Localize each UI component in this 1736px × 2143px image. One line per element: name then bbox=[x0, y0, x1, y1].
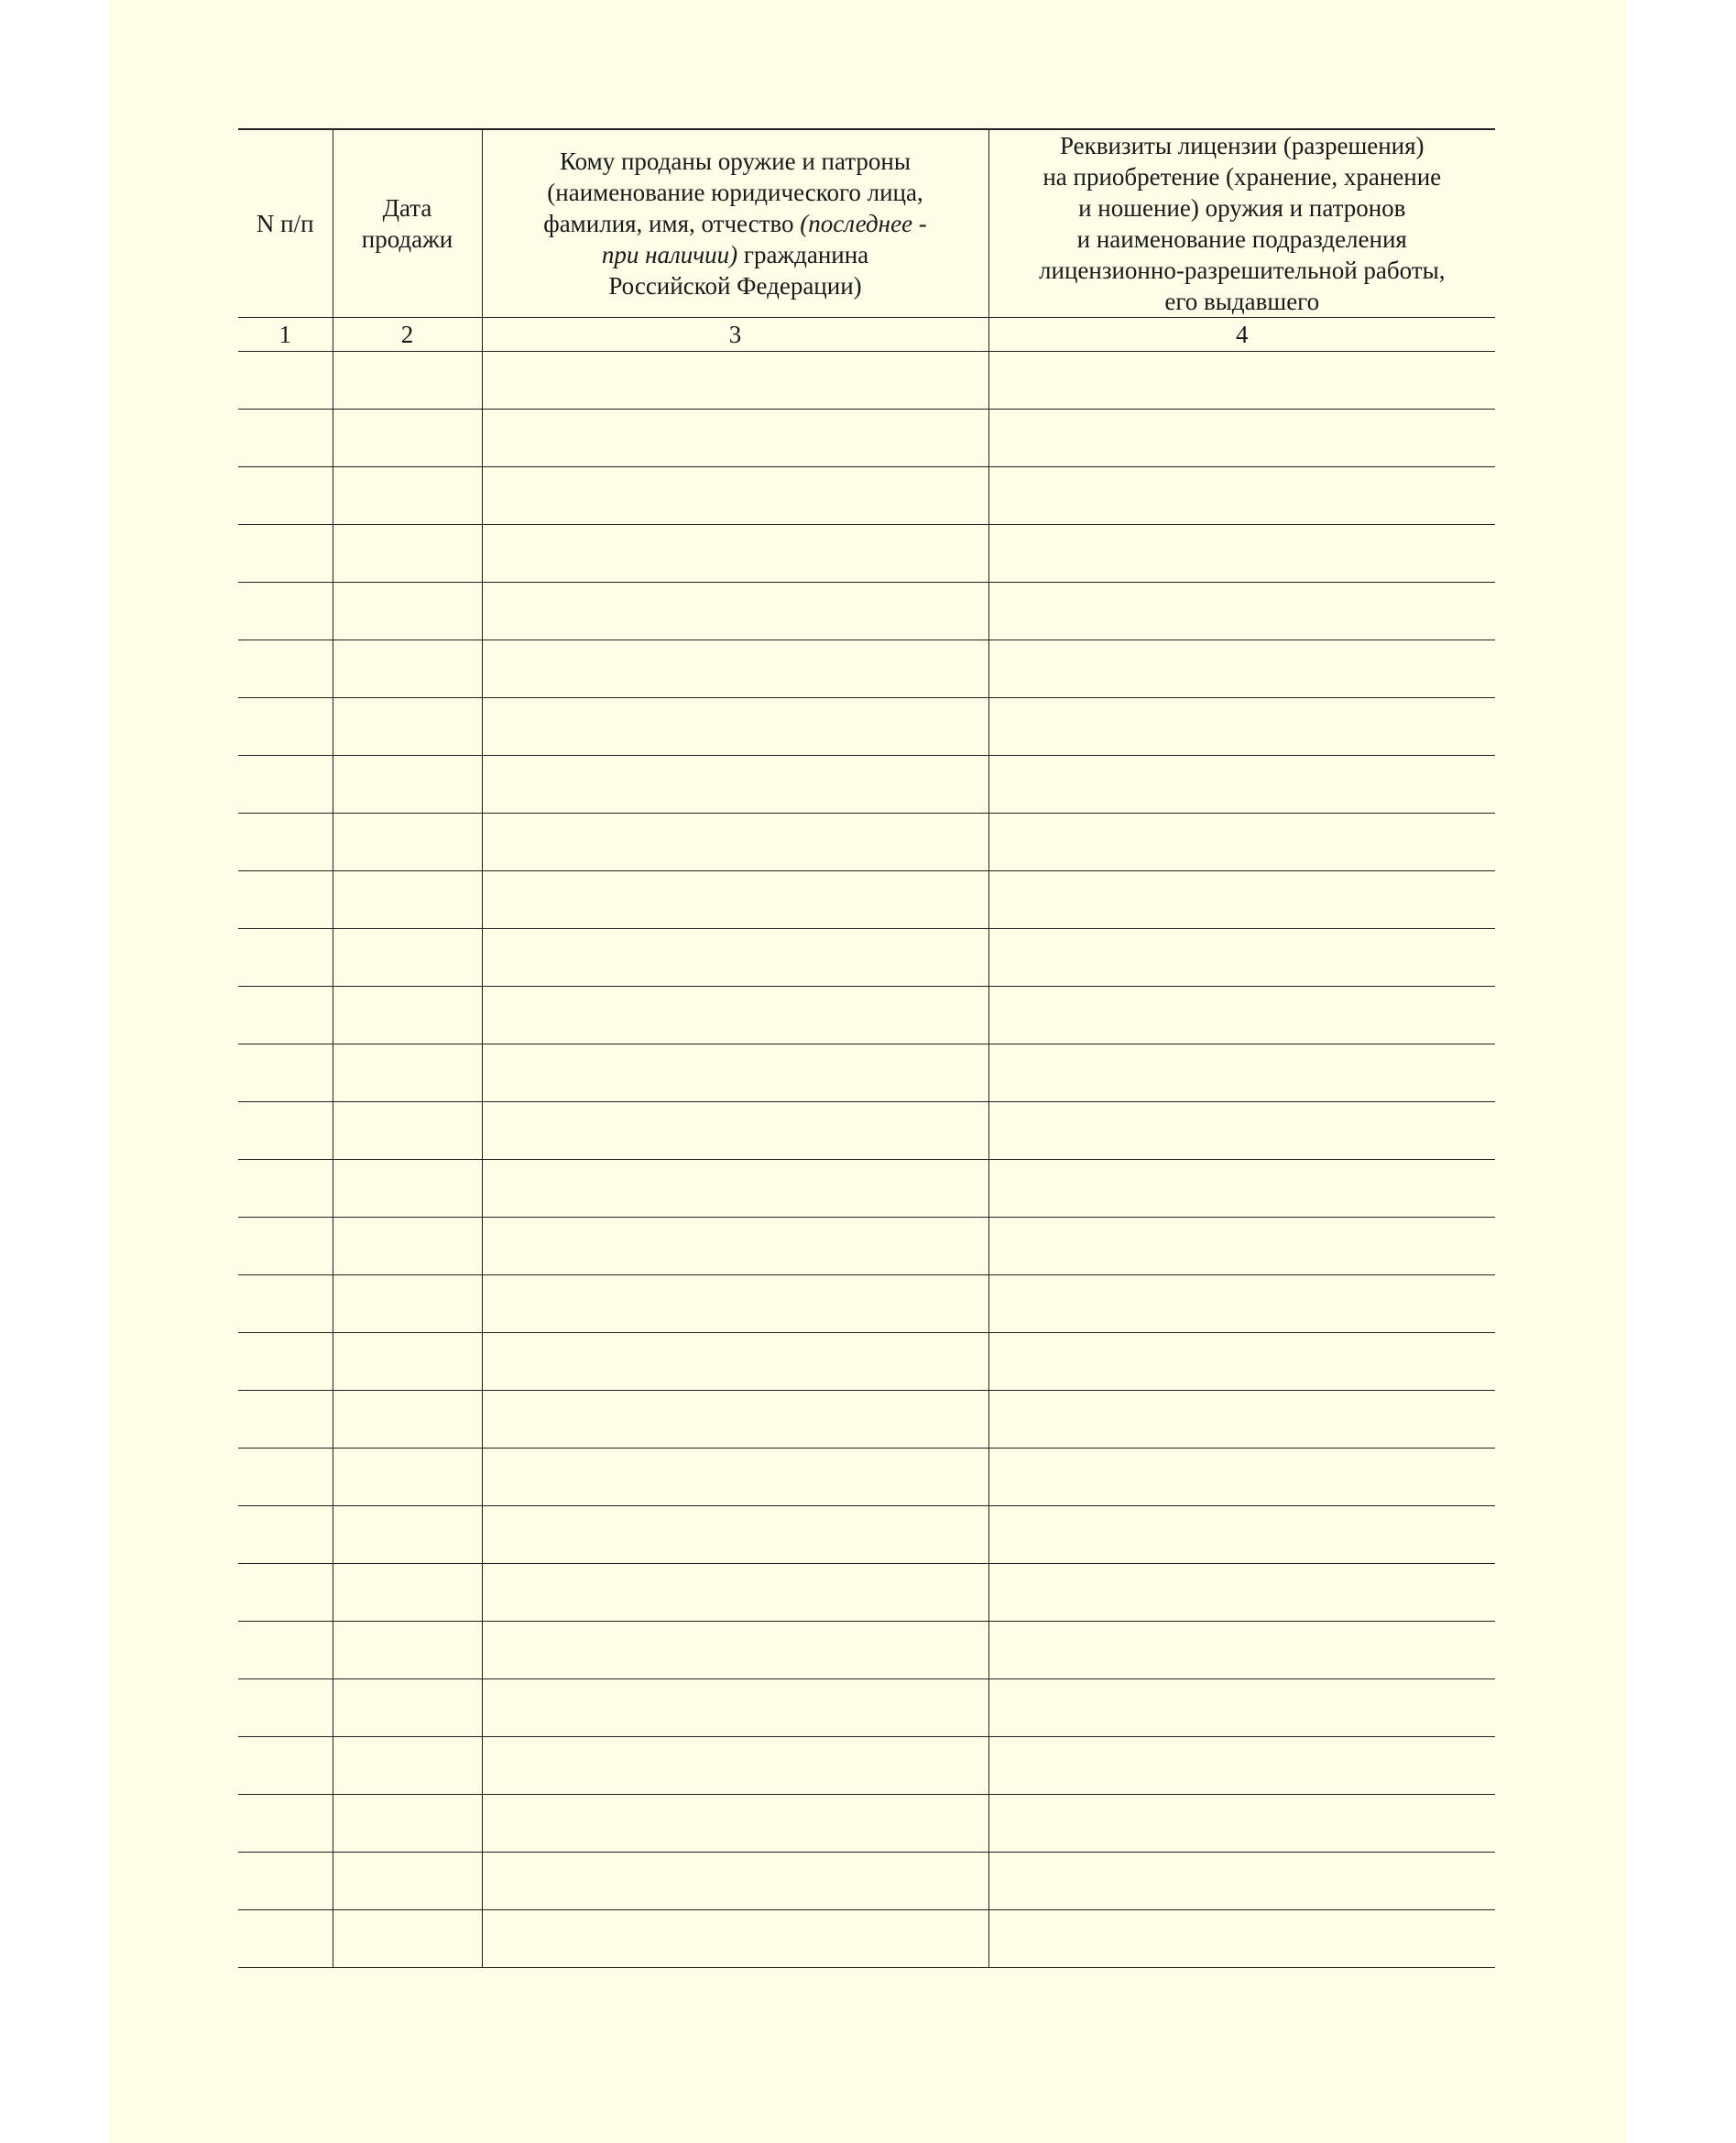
table-cell bbox=[238, 583, 333, 640]
table-row bbox=[238, 814, 1495, 871]
column-number-2: 2 bbox=[333, 318, 482, 352]
table-cell bbox=[238, 410, 333, 467]
table-cell bbox=[333, 1391, 482, 1449]
table-cell bbox=[988, 352, 1495, 410]
table-cell bbox=[238, 1853, 333, 1910]
table-cell bbox=[333, 1506, 482, 1564]
table-row bbox=[238, 871, 1495, 929]
table-cell bbox=[988, 583, 1495, 640]
table-cell bbox=[988, 987, 1495, 1044]
table-cell bbox=[238, 1218, 333, 1275]
table-cell bbox=[988, 1333, 1495, 1391]
table-cell bbox=[238, 1679, 333, 1737]
table-cell bbox=[988, 698, 1495, 756]
column-number-4: 4 bbox=[988, 318, 1495, 352]
table-header-row bbox=[238, 129, 1495, 318]
table-cell bbox=[333, 1102, 482, 1160]
table-cell bbox=[333, 467, 482, 525]
document-page bbox=[110, 0, 1626, 2143]
table-row bbox=[238, 1102, 1495, 1160]
table-cell bbox=[482, 698, 988, 756]
table-cell bbox=[988, 814, 1495, 871]
table-row bbox=[238, 929, 1495, 987]
header-number bbox=[238, 129, 333, 318]
table-cell bbox=[988, 1506, 1495, 1564]
header-buyer-line3 bbox=[488, 208, 983, 239]
table-cell bbox=[238, 1160, 333, 1218]
table-cell bbox=[988, 1564, 1495, 1622]
table-cell bbox=[988, 525, 1495, 583]
table-row bbox=[238, 1218, 1495, 1275]
header-buyer-line2: (наименование юридического лица, bbox=[547, 179, 923, 206]
table-cell bbox=[482, 1449, 988, 1506]
table-cell bbox=[238, 525, 333, 583]
table-cell bbox=[238, 640, 333, 698]
table-cell bbox=[238, 1102, 333, 1160]
table-row bbox=[238, 1044, 1495, 1102]
table-row bbox=[238, 1391, 1495, 1449]
header-license-line4: и наименование подразделения bbox=[1076, 225, 1407, 253]
table-cell bbox=[333, 1333, 482, 1391]
table-cell bbox=[482, 987, 988, 1044]
table-cell bbox=[333, 1275, 482, 1333]
table-row bbox=[238, 1275, 1495, 1333]
table-cell bbox=[333, 698, 482, 756]
table-row bbox=[238, 1506, 1495, 1564]
table-cell bbox=[482, 1737, 988, 1795]
table-cell bbox=[482, 352, 988, 410]
table-cell bbox=[333, 814, 482, 871]
table-row bbox=[238, 756, 1495, 814]
table-cell bbox=[988, 640, 1495, 698]
table-cell bbox=[238, 871, 333, 929]
table-row bbox=[238, 352, 1495, 410]
table-cell bbox=[482, 1391, 988, 1449]
table-cell bbox=[482, 467, 988, 525]
header-license-line6: его выдавшего bbox=[1164, 288, 1320, 315]
table-cell bbox=[482, 756, 988, 814]
column-number-row bbox=[238, 318, 1495, 352]
sales-register-table bbox=[238, 128, 1495, 1968]
table-row bbox=[238, 1564, 1495, 1622]
table-cell bbox=[482, 1622, 988, 1679]
header-buyer bbox=[482, 129, 988, 318]
table-cell bbox=[482, 583, 988, 640]
table-cell bbox=[333, 871, 482, 929]
table-cell bbox=[333, 583, 482, 640]
table-cell bbox=[333, 1218, 482, 1275]
table-cell bbox=[238, 814, 333, 871]
header-buyer-line5: Российской Федерации) bbox=[608, 272, 862, 300]
column-number-3: 3 bbox=[482, 318, 988, 352]
table-cell bbox=[988, 1853, 1495, 1910]
header-buyer-line4-normal: гражданина bbox=[743, 241, 869, 268]
table-cell bbox=[482, 525, 988, 583]
table-cell bbox=[988, 410, 1495, 467]
table-cell bbox=[238, 1333, 333, 1391]
header-buyer-line1: Кому проданы оружие и патроны bbox=[560, 148, 911, 175]
table-cell bbox=[988, 467, 1495, 525]
table-row bbox=[238, 410, 1495, 467]
table-cell bbox=[238, 1622, 333, 1679]
table-row bbox=[238, 1910, 1495, 1968]
table-cell bbox=[333, 525, 482, 583]
table-cell bbox=[988, 756, 1495, 814]
table-cell bbox=[333, 987, 482, 1044]
table-cell bbox=[238, 352, 333, 410]
table-cell bbox=[333, 1622, 482, 1679]
table-cell bbox=[333, 1449, 482, 1506]
table-cell bbox=[482, 1853, 988, 1910]
table-cell bbox=[482, 814, 988, 871]
table-cell bbox=[238, 1391, 333, 1449]
table-row bbox=[238, 583, 1495, 640]
table-cell bbox=[988, 1679, 1495, 1737]
table-row bbox=[238, 1737, 1495, 1795]
table-cell bbox=[333, 1910, 482, 1968]
table-row bbox=[238, 467, 1495, 525]
table-cell bbox=[988, 1795, 1495, 1853]
table-row bbox=[238, 640, 1495, 698]
table-cell bbox=[333, 640, 482, 698]
table-cell bbox=[482, 1218, 988, 1275]
header-license-line2: на приобретение (хранение, хранение bbox=[1043, 163, 1442, 191]
table-cell bbox=[333, 756, 482, 814]
table-cell bbox=[238, 1449, 333, 1506]
table-cell bbox=[482, 1795, 988, 1853]
table-cell bbox=[482, 640, 988, 698]
table-row bbox=[238, 1622, 1495, 1679]
table-cell bbox=[238, 987, 333, 1044]
table-cell bbox=[238, 1506, 333, 1564]
table-cell bbox=[482, 410, 988, 467]
table-cell bbox=[238, 1044, 333, 1102]
table-cell bbox=[482, 1102, 988, 1160]
header-sale-date bbox=[333, 129, 482, 318]
table-cell bbox=[482, 1275, 988, 1333]
table-cell bbox=[333, 1044, 482, 1102]
table-cell bbox=[988, 1102, 1495, 1160]
table-cell bbox=[333, 1679, 482, 1737]
table-row bbox=[238, 1333, 1495, 1391]
table-cell bbox=[482, 1506, 988, 1564]
table-cell bbox=[482, 1160, 988, 1218]
header-license-details bbox=[988, 129, 1495, 318]
table-cell bbox=[333, 1795, 482, 1853]
table-cell bbox=[988, 1044, 1495, 1102]
table-row bbox=[238, 698, 1495, 756]
table-cell bbox=[238, 1737, 333, 1795]
table-cell bbox=[238, 467, 333, 525]
table-cell bbox=[988, 1622, 1495, 1679]
table-cell bbox=[238, 1795, 333, 1853]
table-cell bbox=[988, 1218, 1495, 1275]
table-cell bbox=[333, 352, 482, 410]
table-cell bbox=[238, 756, 333, 814]
header-buyer-line3-italic: (последнее - bbox=[800, 210, 927, 237]
table-row bbox=[238, 1449, 1495, 1506]
table-cell bbox=[988, 1391, 1495, 1449]
table-cell bbox=[988, 871, 1495, 929]
table-cell bbox=[333, 1853, 482, 1910]
table-cell bbox=[988, 1910, 1495, 1968]
table-row bbox=[238, 987, 1495, 1044]
table-cell bbox=[988, 1737, 1495, 1795]
table-cell bbox=[238, 698, 333, 756]
table-row bbox=[238, 525, 1495, 583]
table-cell bbox=[333, 410, 482, 467]
column-number-1: 1 bbox=[238, 318, 333, 352]
table-cell bbox=[988, 1160, 1495, 1218]
table-body bbox=[238, 352, 1495, 1968]
header-number-text: N п/п bbox=[256, 210, 314, 237]
table-cell bbox=[988, 929, 1495, 987]
table-cell bbox=[482, 1044, 988, 1102]
table-cell bbox=[238, 1275, 333, 1333]
header-sale-date-line1: Дата bbox=[382, 194, 432, 222]
table-cell bbox=[482, 1910, 988, 1968]
table-cell bbox=[333, 1737, 482, 1795]
table-row bbox=[238, 1795, 1495, 1853]
table-cell bbox=[988, 1449, 1495, 1506]
table-cell bbox=[238, 1564, 333, 1622]
table-cell bbox=[482, 1564, 988, 1622]
table-cell bbox=[333, 1564, 482, 1622]
table-row bbox=[238, 1160, 1495, 1218]
header-license-line3: и ношение) оружия и патронов bbox=[1078, 194, 1406, 222]
table-cell bbox=[482, 1333, 988, 1391]
header-sale-date-line2: продажи bbox=[361, 225, 453, 253]
table-cell bbox=[238, 929, 333, 987]
table-cell bbox=[988, 1275, 1495, 1333]
table-cell bbox=[482, 929, 988, 987]
table-cell bbox=[333, 929, 482, 987]
table-cell bbox=[482, 871, 988, 929]
header-buyer-line3-normal: фамилия, имя, отчество bbox=[543, 210, 794, 237]
table-cell bbox=[238, 1910, 333, 1968]
table-cell bbox=[333, 1160, 482, 1218]
header-license-line5: лицензионно-разрешительной работы, bbox=[1039, 257, 1446, 284]
header-license-line1: Реквизиты лицензии (разрешения) bbox=[1059, 132, 1425, 159]
table-cell bbox=[482, 1679, 988, 1737]
table-row bbox=[238, 1679, 1495, 1737]
header-buyer-line4-italic: при наличии) bbox=[601, 241, 738, 268]
table-row bbox=[238, 1853, 1495, 1910]
header-buyer-line4 bbox=[488, 239, 983, 270]
